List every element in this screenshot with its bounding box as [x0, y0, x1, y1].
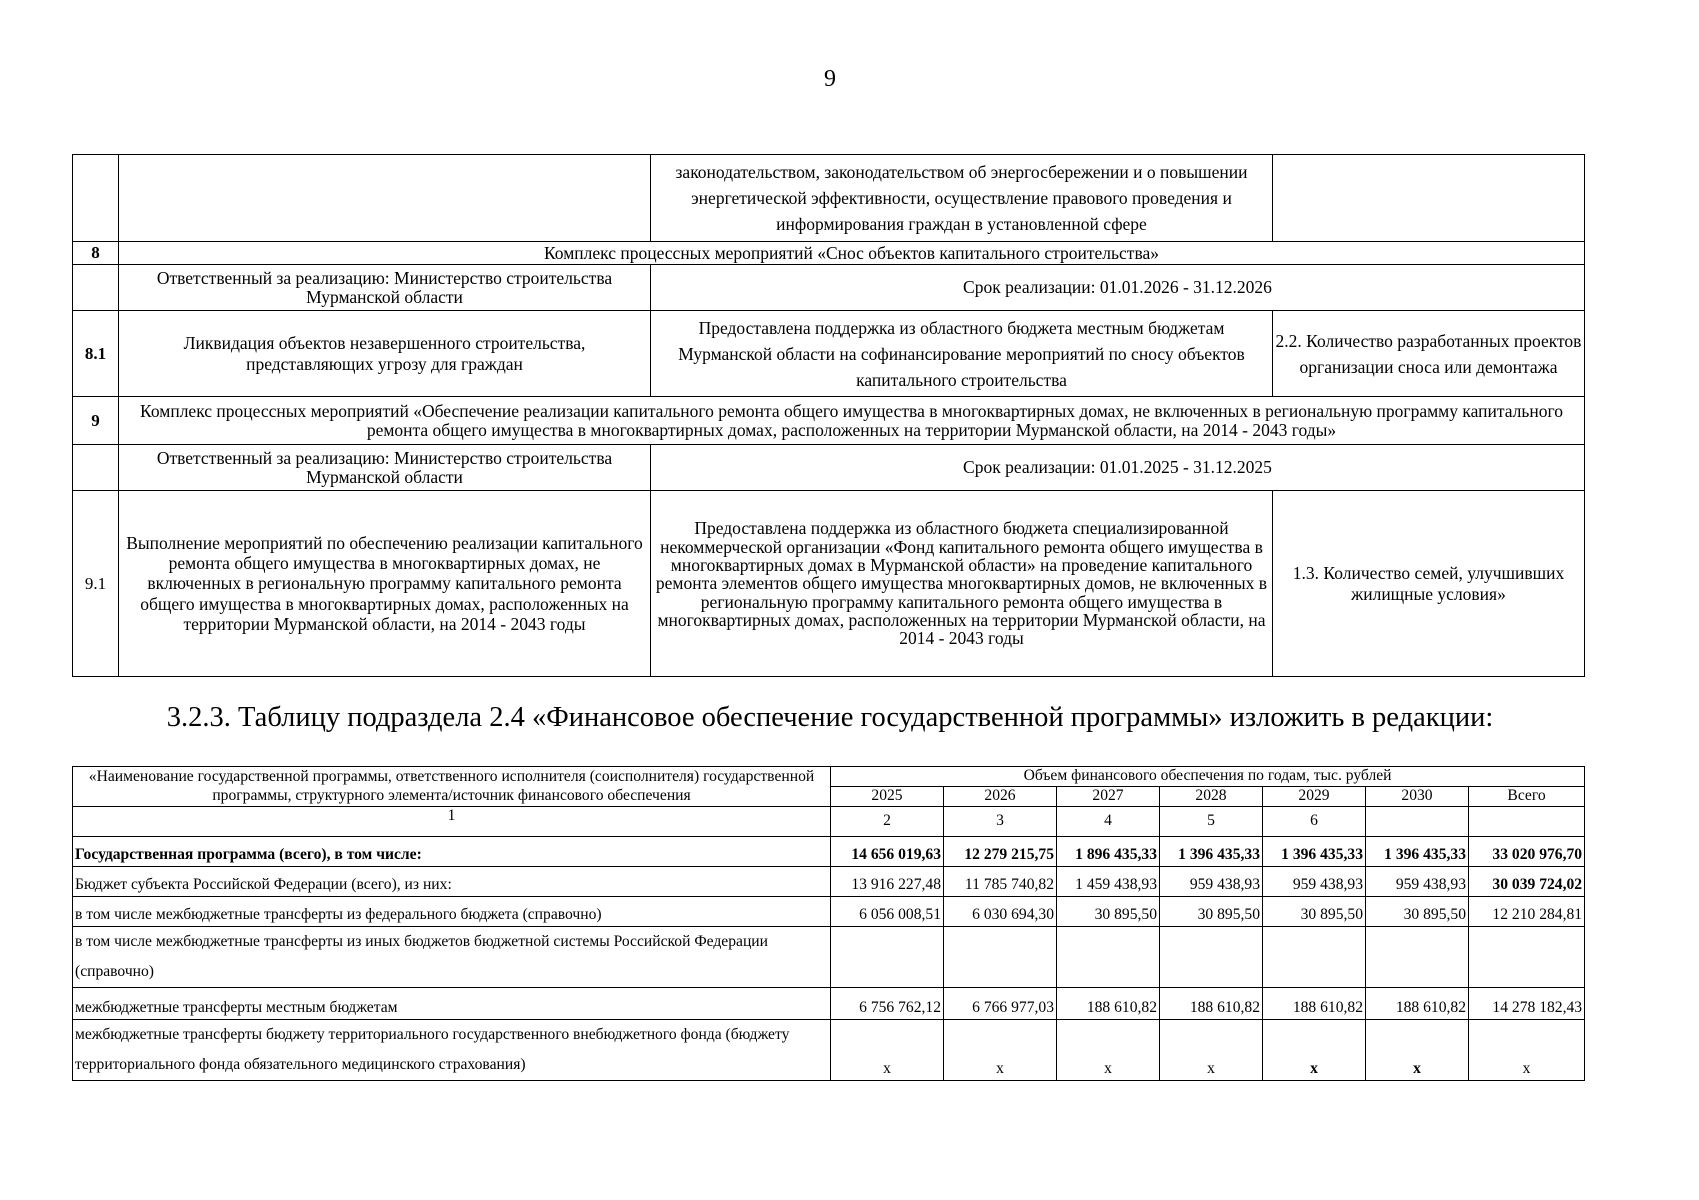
value-cell: 13 916 227,48 — [831, 867, 944, 897]
year-header: 2027 — [1057, 787, 1160, 807]
value-cell: 30 895,50 — [1160, 897, 1263, 927]
table-row — [73, 265, 1585, 311]
value-cell: 6 766 977,03 — [944, 988, 1057, 1020]
value-cell — [1160, 927, 1263, 988]
year-header: 2025 — [831, 787, 944, 807]
header-volume-cell: Объем финансового обеспечения по годам, тыс. рублей — [831, 767, 1585, 787]
section-number: 8 — [73, 242, 119, 265]
column-number: 6 — [1263, 807, 1366, 837]
responsible-cell: Ответственный за реализацию: Министерство строительства Мурманской области — [119, 445, 651, 491]
value-cell: 6 056 008,51 — [831, 897, 944, 927]
value-cell: 30 895,50 — [1263, 897, 1366, 927]
column-number — [1469, 807, 1585, 837]
value-cell: 1 896 435,33 — [1057, 837, 1160, 867]
section-title: Комплекс процессных мероприятий «Обеспечение реализации капитального ремонта общего имущества в многоквартирных домах, не включенных в региональную программу капитального ремонта общего имущества в многоквартирных домах, расположенных на территории Мурманской области, на 2014 - 2043 годы» — [119, 397, 1585, 445]
table-row — [73, 988, 1585, 1020]
column-number: 4 — [1057, 807, 1160, 837]
table-cell — [119, 155, 651, 242]
table-cell — [73, 155, 119, 242]
column-number: 1 — [73, 807, 831, 837]
total-header: Всего — [1469, 787, 1585, 807]
term-cell: Срок реализации: 01.01.2025 - 31.12.2025 — [651, 445, 1585, 491]
table-row — [73, 155, 1585, 242]
row-name: Бюджет субъекта Российской Федерации (всего), из них: — [73, 867, 831, 897]
section-title: Комплекс процессных мероприятий «Снос объектов капитального строительства» — [119, 242, 1585, 265]
row-name: Государственная программа (всего), в том числе: — [73, 837, 831, 867]
value-cell: 1 396 435,33 — [1263, 837, 1366, 867]
value-cell: x — [944, 1020, 1057, 1081]
section-number: 9 — [73, 397, 119, 445]
value-cell — [944, 927, 1057, 988]
value-cell: 1 396 435,33 — [1366, 837, 1469, 867]
column-number: 5 — [1160, 807, 1263, 837]
responsible-cell: Ответственный за реализацию: Министерство строительства Мурманской области — [119, 265, 651, 311]
value-cell: 6 756 762,12 — [831, 988, 944, 1020]
value-cell — [1263, 927, 1366, 988]
value-cell: 6 030 694,30 — [944, 897, 1057, 927]
column-number: 3 — [944, 807, 1057, 837]
header-row — [73, 767, 1585, 787]
page-number: 9 — [824, 66, 836, 92]
result-cell: Предоставлена поддержка из областного бюджета местным бюджетам Мурманской области на софинансирование мероприятий по сносу объектов капитального строительства — [651, 311, 1273, 397]
value-cell: 12 279 215,75 — [944, 837, 1057, 867]
value-cell: 11 785 740,82 — [944, 867, 1057, 897]
table-cell — [73, 265, 119, 311]
table-cell — [1273, 155, 1585, 242]
value-cell: 959 438,93 — [1263, 867, 1366, 897]
table-row — [73, 491, 1585, 677]
value-cell: 188 610,82 — [1263, 988, 1366, 1020]
value-cell: x — [1057, 1020, 1160, 1081]
value-cell — [1057, 927, 1160, 988]
finance-table — [72, 766, 1585, 1081]
total-cell: 33 020 976,70 — [1469, 837, 1585, 867]
program-structure-table — [72, 154, 1585, 677]
row-name: межбюджетные трансферты бюджету территориального государственного внебюджетного фонда (бюджету территориального фонда обязательного медицинского страхования) — [73, 1020, 831, 1081]
value-cell: 1 459 438,93 — [1057, 867, 1160, 897]
total-cell: 30 039 724,02 — [1469, 867, 1585, 897]
table-row — [73, 897, 1585, 927]
total-cell — [1469, 927, 1585, 988]
table-row — [73, 445, 1585, 491]
year-header: 2030 — [1366, 787, 1469, 807]
table-row — [73, 397, 1585, 445]
table-cell — [73, 445, 119, 491]
table-row — [73, 867, 1585, 897]
value-cell: 188 610,82 — [1160, 988, 1263, 1020]
section-heading: 3.2.3. Таблицу подраздела 2.4 «Финансовое обеспечение государственной программы» изложить в редакции: — [166, 702, 1494, 733]
total-cell: x — [1469, 1020, 1585, 1081]
result-cell: законодательством, законодательством об энергосбережении и о повышении энергетической эффективности, осуществление правового проведения и информирования граждан в установленной сфере — [651, 155, 1273, 242]
item-number: 8.1 — [73, 311, 119, 397]
table-row — [73, 1020, 1585, 1081]
indicator-cell: 2.2. Количество разработанных проектов организации сноса или демонтажа — [1273, 311, 1585, 397]
value-cell: 188 610,82 — [1366, 988, 1469, 1020]
value-cell: 14 656 019,63 — [831, 837, 944, 867]
value-cell: 188 610,82 — [1057, 988, 1160, 1020]
header-name-cell: «Наименование государственной программы, ответственного исполнителя (соисполнителя) государственной программы, структурного элемента/источник финансового обеспечения — [73, 767, 831, 807]
total-cell: 14 278 182,43 — [1469, 988, 1585, 1020]
year-header: 2028 — [1160, 787, 1263, 807]
value-cell — [1366, 927, 1469, 988]
value-cell: 959 438,93 — [1160, 867, 1263, 897]
term-cell: Срок реализации: 01.01.2026 - 31.12.2026 — [651, 265, 1585, 311]
value-cell: x — [1366, 1020, 1469, 1081]
column-number: 2 — [831, 807, 944, 837]
value-cell: x — [1160, 1020, 1263, 1081]
value-cell: 959 438,93 — [1366, 867, 1469, 897]
result-cell: Предоставлена поддержка из областного бюджета специализированной некоммерческой организации «Фонд капитального ремонта общего имущества в многоквартирных домах в Мурманской области» на проведение капитального ремонта элементов общего имущества многоквартирных домов, не включенных в региональную программу капитального ремонта общего имущества в многоквартирных домах, расположенных на территории Мурманской области, на 2014 - 2043 годы — [651, 491, 1273, 677]
row-name: в том числе межбюджетные трансферты из иных бюджетов бюджетной системы Российской Федерации (справочно) — [73, 927, 831, 988]
value-cell — [831, 927, 944, 988]
column-number — [1366, 807, 1469, 837]
year-header: 2026 — [944, 787, 1057, 807]
row-name: в том числе межбюджетные трансферты из федерального бюджета (справочно) — [73, 897, 831, 927]
indicator-cell: 1.3. Количество семей, улучшивших жилищные условия» — [1273, 491, 1585, 677]
table-row — [73, 242, 1585, 265]
table-row — [73, 311, 1585, 397]
table-row — [73, 927, 1585, 988]
row-name: межбюджетные трансферты местным бюджетам — [73, 988, 831, 1020]
value-cell: 1 396 435,33 — [1160, 837, 1263, 867]
value-cell: x — [1263, 1020, 1366, 1081]
value-cell: 30 895,50 — [1057, 897, 1160, 927]
task-cell: Ликвидация объектов незавершенного строительства, представляющих угрозу для граждан — [119, 311, 651, 397]
item-number: 9.1 — [73, 491, 119, 677]
table-row — [73, 837, 1585, 867]
task-cell: Выполнение мероприятий по обеспечению реализации капитального ремонта общего имущества в многоквартирных домах, не включенных в региональную программу капитального ремонта общего имущества в многоквартирных домах, расположенных на территории Мурманской области, на 2014 - 2043 годы — [119, 491, 651, 677]
value-cell: x — [831, 1020, 944, 1081]
year-header: 2029 — [1263, 787, 1366, 807]
column-numbers-row — [73, 807, 1585, 837]
total-cell: 12 210 284,81 — [1469, 897, 1585, 927]
value-cell: 30 895,50 — [1366, 897, 1469, 927]
